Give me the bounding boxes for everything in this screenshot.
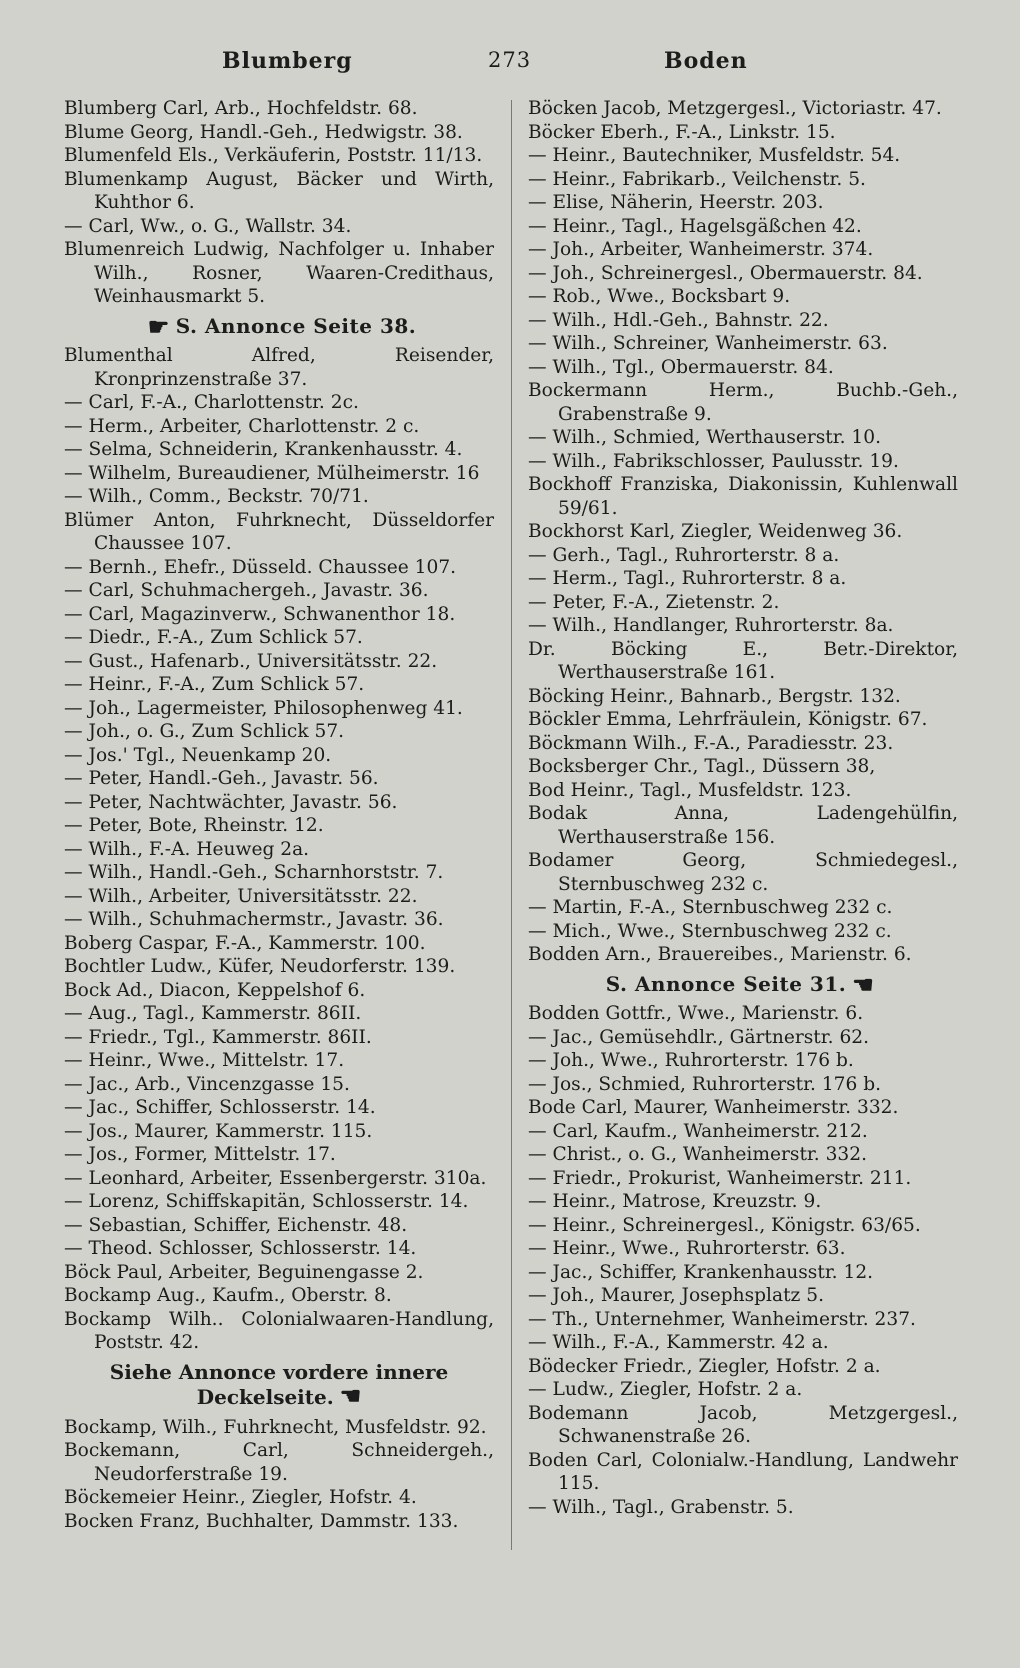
- directory-entry: — Mich., Wwe., Sternbuschweg 232 c.: [528, 920, 892, 942]
- directory-entry: — Heinr., Fabrikarb., Veilchenstr. 5.: [528, 168, 866, 190]
- directory-entry: — Carl, Kaufm., Wanheimerstr. 212.: [528, 1120, 868, 1142]
- directory-entry: — Gust., Hafenarb., Universitätsstr. 22.: [64, 650, 438, 672]
- directory-entry: Böcken Jacob, Metzgergesl., Victoriastr. 47.: [528, 98, 942, 119]
- directory-entry: Boberg Caspar, F.-A., Kammerstr. 100.: [64, 932, 426, 954]
- directory-entry: Blumenfeld Els., Verkäuferin, Poststr. 11/13.: [64, 145, 483, 166]
- directory-entry: — Jos., Schmied, Ruhrorterstr. 176 b.: [528, 1073, 882, 1095]
- directory-entry: — Joh., Arbeiter, Wanheimerstr. 374.: [528, 239, 874, 260]
- directory-entry: Böckmann Wilh., F.-A., Paradiesstr. 23.: [528, 732, 894, 754]
- directory-entry: — Carl, Schuhmachergeh., Javastr. 36.: [64, 580, 429, 601]
- directory-entry: — Wilh., Fabrikschlosser, Paulusstr. 19.: [528, 450, 899, 472]
- directory-entry: — Carl, Magazinverw., Schwanenthor 18.: [64, 603, 456, 625]
- directory-entry: — Jos., Former, Mittelstr. 17.: [64, 1144, 336, 1165]
- directory-entry: — Jac., Arb., Vincenzgasse 15.: [64, 1073, 350, 1095]
- directory-entry: — Wilh., Arbeiter, Universitätsstr. 22.: [64, 885, 418, 907]
- directory-entry: — Heinr., Matrose, Kreuzstr. 9.: [528, 1191, 822, 1212]
- directory-entry: — Jac., Schiffer, Schlosserstr. 14.: [64, 1097, 376, 1118]
- annonce-reference: [64, 1361, 494, 1410]
- directory-entry: — Carl, F.-A., Charlottenstr. 2c.: [64, 392, 359, 413]
- directory-entry: — Wilh., Schmied, Werthauserstr. 10.: [528, 427, 881, 448]
- directory-entry: — Martin, F.-A., Sternbuschweg 232 c.: [528, 897, 893, 918]
- directory-entry: — Th., Unternehmer, Wanheimerstr. 237.: [528, 1308, 916, 1330]
- directory-entry: — Herm., Arbeiter, Charlottenstr. 2 c.: [64, 415, 420, 437]
- directory-entry: — Peter, F.-A., Zietenstr. 2.: [528, 591, 780, 613]
- directory-entry: — Rob., Wwe., Bocksbart 9.: [528, 286, 791, 307]
- directory-entry: — Selma, Schneiderin, Krankenhausstr. 4.: [64, 439, 463, 460]
- directory-entry: Bockamp Wilh.. Colonialwaaren-Handlung, Poststr. 42.: [64, 1308, 494, 1353]
- directory-entry: — Heinr., Wwe., Ruhrorterstr. 63.: [528, 1238, 846, 1259]
- directory-entry: — Sebastian, Schiffer, Eichenstr. 48.: [64, 1214, 408, 1236]
- directory-entry: Bocken Franz, Buchhalter, Dammstr. 133.: [64, 1510, 459, 1532]
- directory-entry: — Wilh., Tagl., Grabenstr. 5.: [528, 1496, 794, 1518]
- directory-entry: Bodamer Georg, Schmiedegesl., Sternbuschweg 232 c.: [528, 850, 958, 895]
- directory-entry: — Joh., o. G., Zum Schlick 57.: [64, 721, 345, 742]
- directory-entry: — Aug., Tagl., Kammerstr. 86II.: [64, 1003, 362, 1024]
- directory-entry: — Heinr., Tagl., Hagelsgäßchen 42.: [528, 215, 862, 237]
- pointing-hand-icon: ☚: [852, 969, 875, 999]
- right-column: [528, 97, 958, 1519]
- directory-entry: — Wilh., F.-A., Kammerstr. 42 a.: [528, 1332, 829, 1353]
- directory-entry: — Ludw., Ziegler, Hofstr. 2 a.: [528, 1379, 803, 1400]
- directory-entry: Bodden Arn., Brauereibes., Marienstr. 6.: [528, 944, 912, 965]
- directory-entry: — Peter, Nachtwächter, Javastr. 56.: [64, 791, 398, 813]
- directory-entry: — Heinr., F.-A., Zum Schlick 57.: [64, 674, 365, 695]
- annonce-reference: [64, 311, 494, 341]
- directory-entry: Blumenreich Ludwig, Nachfolger u. Inhaber Wilh., Rosner, Waaren-Credithaus, Weinhausmarkt 5.: [64, 239, 494, 307]
- directory-entry: — Heinr., Schreinergesl., Königstr. 63/65.: [528, 1214, 921, 1236]
- directory-entry: Böcking Heinr., Bahnarb., Bergstr. 132.: [528, 685, 901, 707]
- directory-entry: — Peter, Bote, Rheinstr. 12.: [64, 815, 324, 836]
- directory-entry: Bod Heinr., Tagl., Musfeldstr. 123.: [528, 779, 852, 801]
- directory-entry: Bockemann, Carl, Schneidergeh., Neudorferstraße 19.: [64, 1440, 494, 1485]
- directory-entry: — Lorenz, Schiffskapitän, Schlosserstr. 14.: [64, 1191, 469, 1212]
- page-header: [0, 48, 1020, 82]
- directory-entry: — Wilh., Handl.-Geh., Scharnhorststr. 7.: [64, 862, 444, 883]
- directory-entry: — Wilh., F.-A. Heuweg 2a.: [64, 838, 310, 860]
- directory-entry: Boden Carl, Colonialw.-Handlung, Landwehr 115.: [528, 1449, 958, 1494]
- directory-entry: Böcker Eberh., F.-A., Linkstr. 15.: [528, 121, 836, 143]
- directory-entry: Blümer Anton, Fuhrknecht, Düsseldorfer Chaussee 107.: [64, 509, 494, 554]
- directory-entry: — Wilh., Schreiner, Wanheimerstr. 63.: [528, 333, 888, 354]
- directory-entry: — Jos., Maurer, Kammerstr. 115.: [64, 1120, 373, 1142]
- directory-entry: Böck Paul, Arbeiter, Beguinengasse 2.: [64, 1261, 424, 1283]
- directory-entry: — Carl, Ww., o. G., Wallstr. 34.: [64, 215, 352, 237]
- directory-entry: Bock Ad., Diacon, Keppelshof 6.: [64, 979, 366, 1001]
- directory-entry: Bocksberger Chr., Tagl., Düssern 38,: [528, 756, 876, 777]
- directory-entry: — Joh., Schreinergesl., Obermauerstr. 84.: [528, 262, 923, 284]
- directory-entry: Bockhoff Franziska, Diakonissin, Kuhlenwall 59/61.: [528, 474, 958, 519]
- header-last-name: Boden: [664, 48, 748, 74]
- pointing-hand-icon: ☚: [339, 1381, 362, 1410]
- directory-entry: Bockamp Aug., Kaufm., Oberstr. 8.: [64, 1285, 392, 1306]
- directory-entry: Blumenthal Alfred, Reisender, Kronprinzenstraße 37.: [64, 345, 494, 390]
- directory-entry: — Wilh., Handlanger, Ruhrorterstr. 8a.: [528, 615, 894, 636]
- directory-entry: — Wilh., Comm., Beckstr. 70/71.: [64, 486, 369, 507]
- directory-entry: — Theod. Schlosser, Schlosserstr. 14.: [64, 1238, 417, 1259]
- directory-entry: Bodak Anna, Ladengehülfin, Werthauserstraße 156.: [528, 803, 958, 848]
- directory-entry: — Gerh., Tagl., Ruhrorterstr. 8 a.: [528, 544, 840, 566]
- directory-entry: Böckemeier Heinr., Ziegler, Hofstr. 4.: [64, 1487, 417, 1508]
- directory-entry: — Elise, Näherin, Heerstr. 203.: [528, 192, 824, 213]
- annonce-text: Deckelseite.: [196, 1385, 334, 1409]
- directory-entry: — Heinr., Wwe., Mittelstr. 17.: [64, 1050, 345, 1071]
- directory-entry: — Joh., Lagermeister, Philosophenweg 41.: [64, 697, 463, 719]
- directory-entry: — Leonhard, Arbeiter, Essenbergerstr. 310a.: [64, 1167, 487, 1189]
- directory-entry: — Wilh., Hdl.-Geh., Bahnstr. 22.: [528, 309, 829, 331]
- left-column: [64, 97, 494, 1533]
- annonce-line: [64, 1381, 494, 1410]
- page-number: 273: [488, 48, 532, 72]
- directory-entry: Dr. Böcking E., Betr.-Direktor, Werthauserstraße 161.: [528, 638, 958, 683]
- directory-entry: — Joh., Wwe., Ruhrorterstr. 176 b.: [528, 1050, 854, 1071]
- annonce-line: Siehe Annonce vordere innere: [109, 1359, 449, 1384]
- directory-entry: — Jac., Gemüsehdlr., Gärtnerstr. 62.: [528, 1026, 870, 1048]
- directory-entry: Bochtler Ludw., Küfer, Neudorferstr. 139.: [64, 956, 456, 977]
- directory-entry: — Joh., Maurer, Josephsplatz 5.: [528, 1285, 824, 1306]
- directory-entry: — Diedr., F.-A., Zum Schlick 57.: [64, 627, 363, 648]
- pointing-hand-icon: ☛: [147, 311, 170, 341]
- directory-entry: — Jac., Schiffer, Krankenhausstr. 12.: [528, 1261, 874, 1283]
- annonce-text: S. Annonce Seite 38.: [175, 313, 417, 338]
- directory-entry: Bodden Gottfr., Wwe., Marienstr. 6.: [528, 1003, 864, 1024]
- directory-entry: Bode Carl, Maurer, Wanheimerstr. 332.: [528, 1097, 899, 1118]
- directory-entry: Bodemann Jacob, Metzgergesl., Schwanenstraße 26.: [528, 1402, 958, 1447]
- directory-entry: Blumenkamp August, Bäcker und Wirth, Kuhthor 6.: [64, 168, 494, 213]
- directory-entry: — Christ., o. G., Wanheimerstr. 332.: [528, 1144, 867, 1165]
- directory-entry: — Jos.' Tgl., Neuenkamp 20.: [64, 744, 332, 766]
- directory-entry: Blumberg Carl, Arb., Hochfeldstr. 68.: [64, 98, 418, 119]
- directory-entry: — Bernh., Ehefr., Düsseld. Chaussee 107.: [64, 556, 457, 578]
- directory-entry: — Heinr., Bautechniker, Musfeldstr. 54.: [528, 145, 901, 166]
- directory-entry: Bockhorst Karl, Ziegler, Weidenweg 36.: [528, 521, 903, 542]
- directory-entry: — Wilh., Tgl., Obermauerstr. 84.: [528, 356, 834, 378]
- directory-entry: — Wilhelm, Bureaudiener, Mülheimerstr. 16: [64, 462, 480, 484]
- directory-entry: Bockermann Herm., Buchb.-Geh., Grabenstraße 9.: [528, 380, 958, 425]
- directory-entry: Bockamp, Wilh., Fuhrknecht, Musfeldstr. 92.: [64, 1416, 487, 1438]
- directory-entry: Böckler Emma, Lehrfräulein, Königstr. 67.: [528, 709, 928, 730]
- directory-entry: Blume Georg, Handl.-Geh., Hedwigstr. 38.: [64, 121, 463, 143]
- header-first-name: Blumberg: [222, 48, 353, 74]
- annonce-reference: [528, 969, 958, 999]
- directory-entry: — Friedr., Prokurist, Wanheimerstr. 211.: [528, 1167, 912, 1189]
- directory-entry: — Wilh., Schuhmachermstr., Javastr. 36.: [64, 909, 444, 930]
- column-divider: [511, 100, 512, 1550]
- annonce-text: S. Annonce Seite 31.: [605, 971, 847, 996]
- directory-entry: Bödecker Friedr., Ziegler, Hofstr. 2 a.: [528, 1355, 881, 1377]
- directory-entry: — Friedr., Tgl., Kammerstr. 86II.: [64, 1026, 372, 1048]
- directory-entry: — Herm., Tagl., Ruhrorterstr. 8 a.: [528, 568, 847, 589]
- directory-entry: — Peter, Handl.-Geh., Javastr. 56.: [64, 768, 379, 789]
